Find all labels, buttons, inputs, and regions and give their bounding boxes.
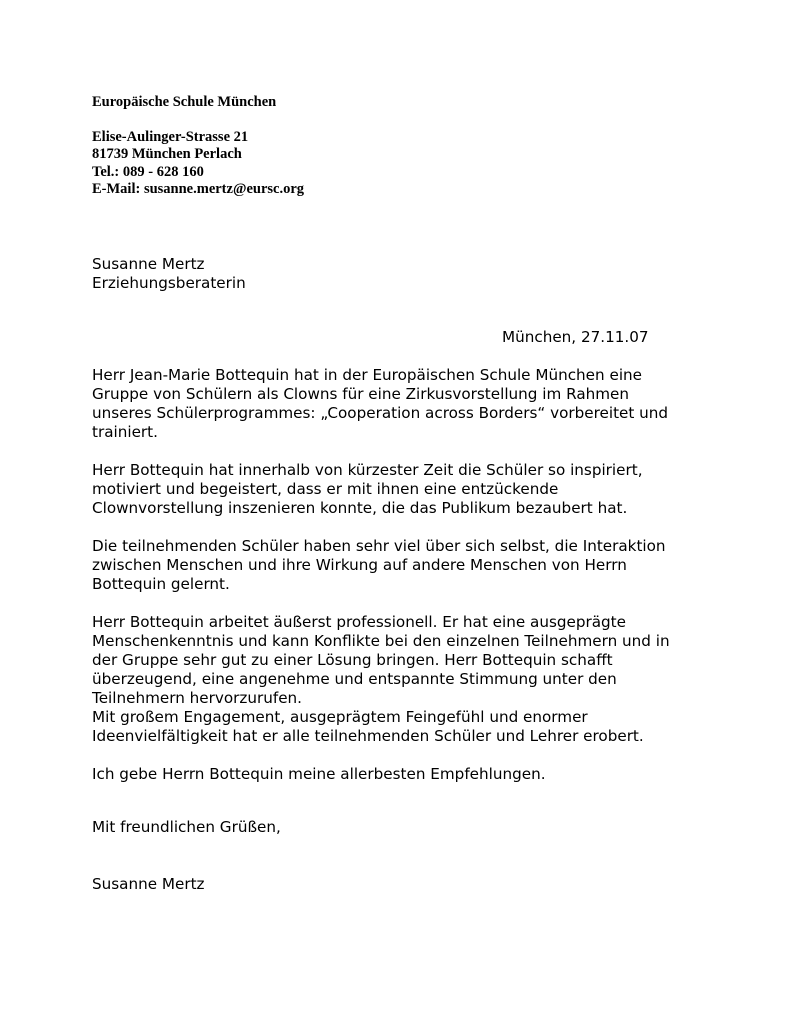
paragraph-line: Clownvorstellung inszenieren konnte, die das Publikum bezaubert hat. [92,499,628,517]
paragraph-line: trainiert. [92,423,158,441]
paragraph-line: Bottequin gelernt. [92,575,230,593]
letterhead [92,94,692,199]
paragraph-line: motiviert und begeistert, dass er mit ihnen eine entzückende [92,480,559,498]
sender-block [92,255,692,293]
sender-title: Erziehungsberaterin [92,274,246,292]
letter-body [92,366,702,784]
paragraph-line: überzeugend, eine angenehme und entspannte Stimmung unter den [92,670,617,688]
paragraph-line: Mit großem Engagement, ausgeprägtem Feingefühl und enormer [92,708,588,726]
letter-date: München, 27.11.07 [502,328,649,346]
paragraph-line: Ideenvielfältigkeit hat er alle teilnehmenden Schüler und Lehrer erobert. [92,727,644,745]
school-street: Elise-Aulinger-Strasse 21 [92,128,249,145]
paragraph-line: Menschenkenntnis und kann Konflikte bei den einzelnen Teilnehmern und in [92,632,670,650]
closing-salutation: Mit freundlichen Grüßen, [92,818,281,836]
school-email: E-Mail: susanne.mertz@eursc.org [92,181,305,197]
paragraph-4 [92,613,702,746]
paragraph-line: Teilnehmern hervorzurufen. [92,689,302,707]
paragraph-1 [92,366,702,442]
sender-name: Susanne Mertz [92,255,205,273]
paragraph-line: Herr Bottequin hat innerhalb von kürzester Zeit die Schüler so inspiriert, [92,461,643,479]
paragraph-line: Herr Jean-Marie Bottequin hat in der Europäischen Schule München eine [92,366,643,384]
paragraph-line: Gruppe von Schülern als Clowns für eine Zirkusvorstellung im Rahmen [92,385,630,403]
paragraph-line: Ich gebe Herrn Bottequin meine allerbesten Empfehlungen. [92,765,546,783]
paragraph-line: Die teilnehmenden Schüler haben sehr viel über sich selbst, die Interaktion [92,537,666,555]
signature-name: Susanne Mertz [92,875,205,893]
school-phone: Tel.: 089 - 628 160 [92,163,204,180]
paragraph-line: unseres Schülerprogrammes: „Cooperation across Borders“ vorbereitet und [92,404,669,422]
school-name: Europäische Schule München [92,94,277,110]
paragraph-2 [92,461,702,518]
paragraph-line: der Gruppe sehr gut zu einer Lösung bringen. Herr Bottequin schafft [92,651,613,669]
paragraph-5 [92,765,702,784]
paragraph-line: zwischen Menschen und ihre Wirkung auf andere Menschen von Herrn [92,556,627,574]
paragraph-line: Herr Bottequin arbeitet äußerst professionell. Er hat eine ausgeprägte [92,613,626,631]
paragraph-3 [92,537,702,594]
school-city: 81739 München Perlach [92,146,242,162]
